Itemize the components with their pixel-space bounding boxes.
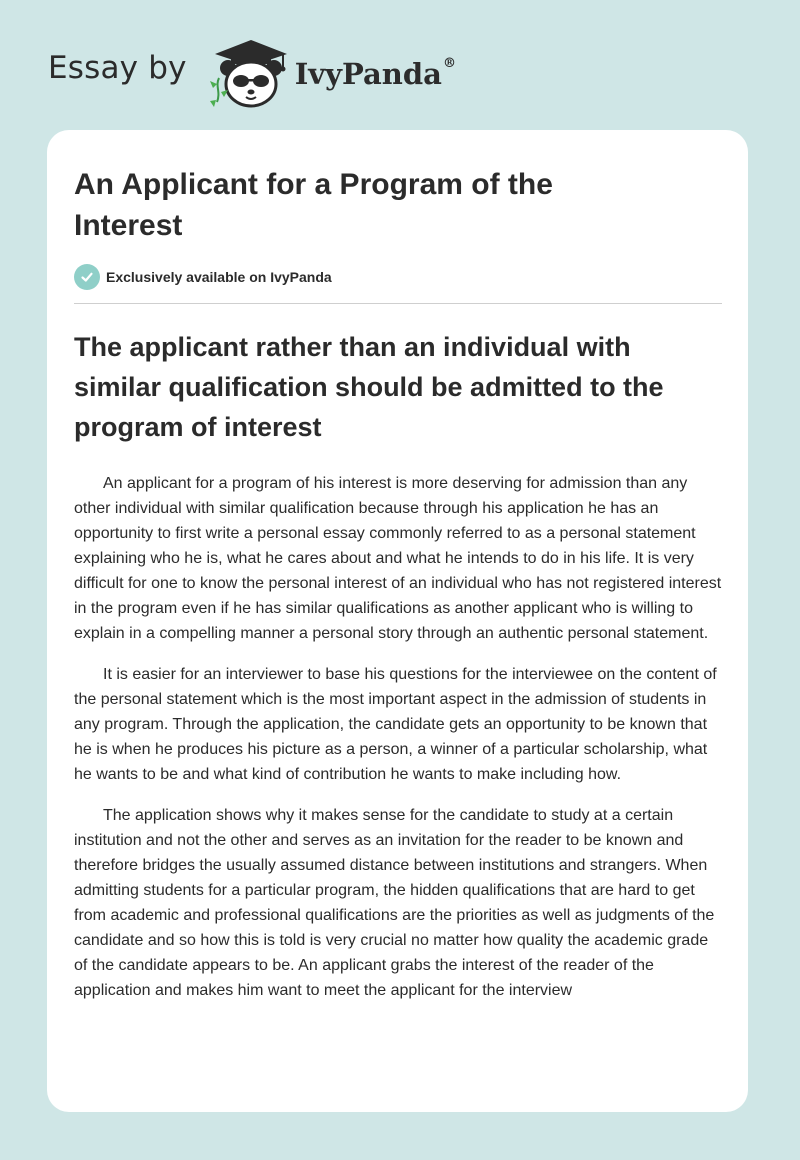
panda-graduation-cap-icon[interactable] (201, 34, 293, 110)
brand-name-text: IvyPanda (294, 57, 442, 91)
exclusive-label: Exclusively available on IvyPanda (106, 269, 332, 285)
essay-by-label: Essay by (48, 50, 187, 86)
divider (74, 303, 722, 304)
page-title: An Applicant for a Program of the Interest (74, 168, 553, 242)
body-paragraph: An applicant for a program of his interest is more deserving for admission than any other individual with similar qualification because through his application he has an opportunity to first write a personal essay commonly referred to as a personal statement explaining who he is, what he cares about and what he intends to do in his life. It is very difficult for one to know the personal interest of an individual who has not registered interest in the program even if he has similar qualifications as another applicant who is willing to explain in a compelling manner a personal story through an authentic personal statement. (74, 475, 722, 642)
site-header (48, 34, 456, 110)
registered-mark: ® (442, 56, 456, 72)
check-circle-icon (74, 264, 100, 290)
body-paragraph: It is easier for an interviewer to base his questions for the interviewee on the content of the personal statement which is the most important aspect in the admission of students in any program. Through the application, the candidate gets an opportunity to be known that he is when he produces his picture as a person, a winner of a particular scholarship, what he wants to be and what kind of contribution he wants to make including how. (74, 666, 717, 783)
body-paragraph: The application shows why it makes sense for the candidate to study at a certain institution and not the other and serves as an invitation for the reader to be known and therefore bridges the usually assumed distance between institutions and strangers. When admitting students for a particular program, the hidden qualifications that are hard to get from academic and professional qualifications are the priorities as well as judgments of the candidate and so how this is told is very crucial no matter how quality the academic grade of the candidate appears to be. An applicant grabs the interest of the reader of the application and makes him want to meet the applicant for the interview (74, 807, 715, 999)
section-heading: The applicant rather than an individual with similar qualification should be admitted to the program of interest (74, 332, 664, 442)
exclusive-badge (74, 263, 722, 291)
essay-card (47, 130, 748, 1112)
brand-name[interactable] (295, 57, 456, 91)
